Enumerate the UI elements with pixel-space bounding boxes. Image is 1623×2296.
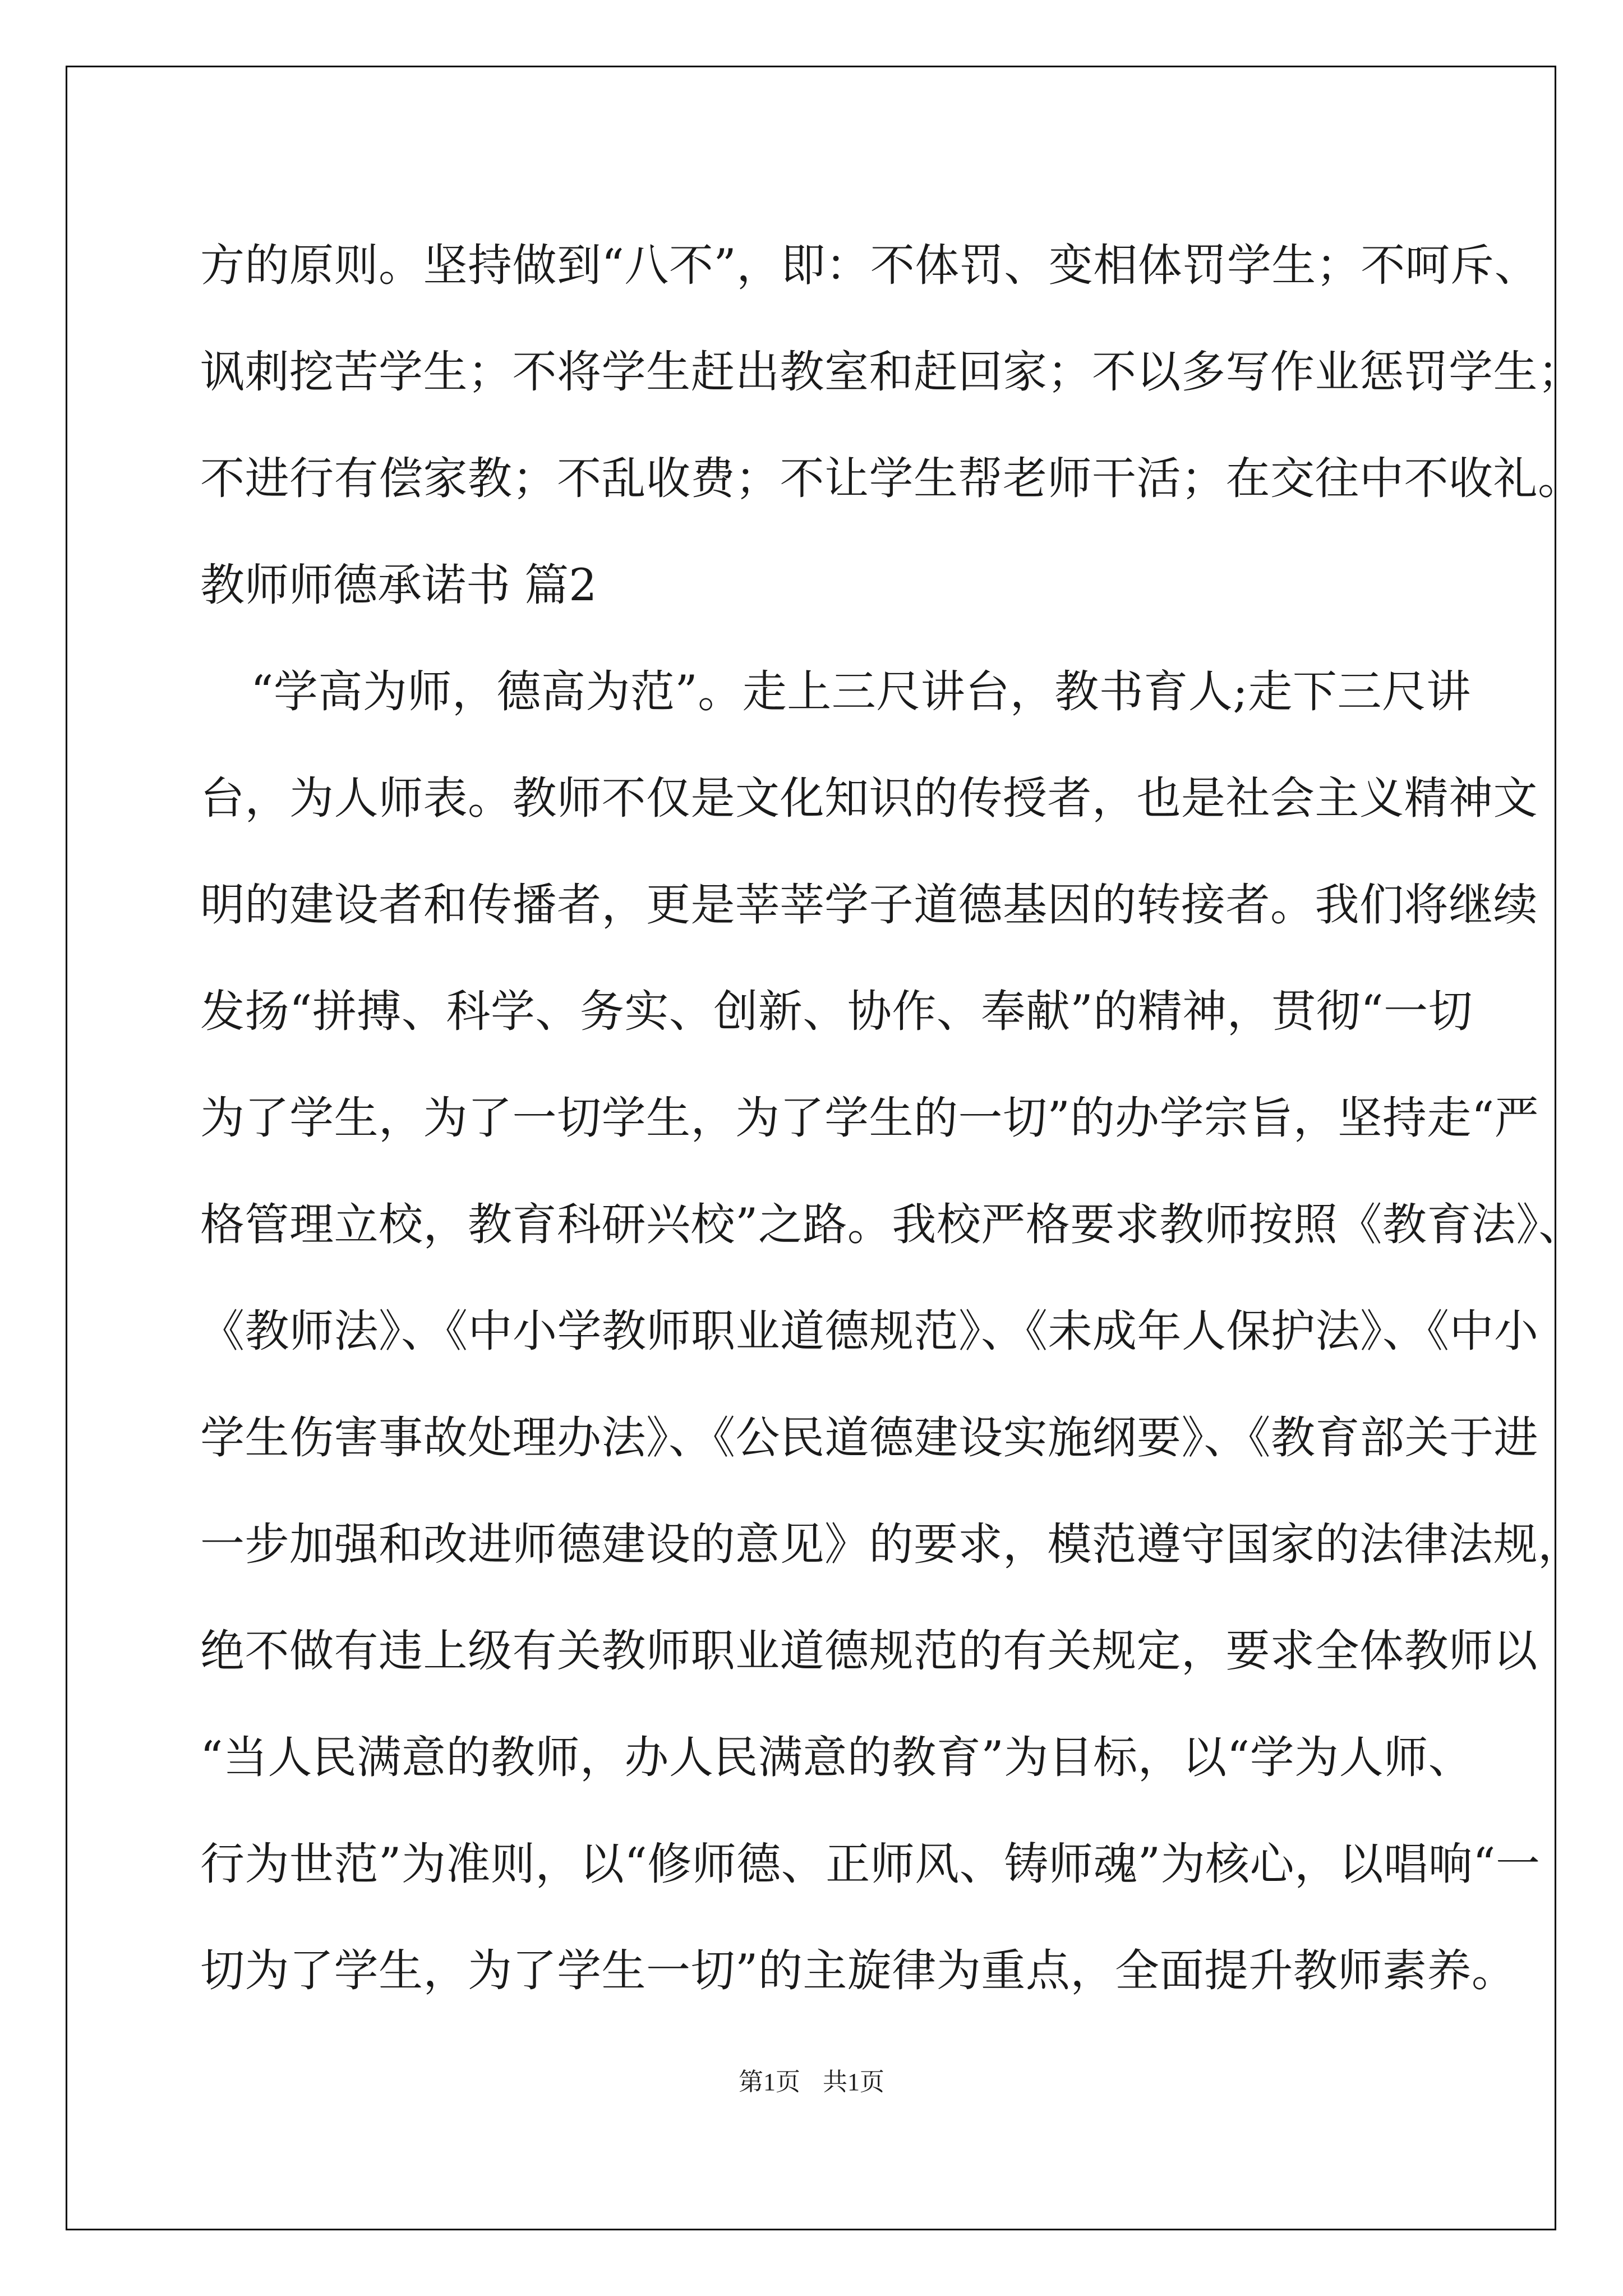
body-line: 为了学生，为了一切学生，为了学生的一切”的办学宗旨，坚持走“严 [200,1092,1539,1144]
body-line: 行为世范”为准则，以“修师德、正师风、铸师魂”为核心，以唱响“一 [200,1838,1541,1890]
body-line: 发扬“拼搏、科学、务实、创新、协作、奉献”的精神，贯彻“一切 [200,986,1473,1037]
page-number: 第1页 [739,2068,800,2096]
body-line: 不进行有偿家教；不乱收费；不让学生帮老师干活；在交往中不收礼。 [200,453,1583,504]
body-line: 方的原则。坚持做到“八不”，即：不体罚、变相体罚学生；不呵斥、 [200,240,1539,291]
body-line: 讽刺挖苦学生；不将学生赶出教室和赶回家；不以多写作业惩罚学生； [200,346,1583,398]
body-line: 一步加强和改进师德建设的意见》的要求，模范遵守国家的法律法规， [200,1519,1583,1570]
body-line: 明的建设者和传播者，更是莘莘学子道德基因的转接者。我们将继续 [200,879,1538,931]
section-heading: 教师师德承诺书 篇2 [200,559,597,611]
page-total: 共1页 [823,2068,884,2096]
page-footer [0,2062,1623,2097]
body-line: 学生伤害事故处理办法》、《公民道德建设实施纲要》、《教育部关于进 [200,1412,1538,1464]
paragraph-first-line: “学高为师，德高为范”。走上三尺讲台，教书育人;走下三尺讲 [251,666,1471,717]
body-line: “当人民满意的教师，办人民满意的教育”为目标，以“学为人师、 [200,1732,1473,1783]
body-line: 切为了学生，为了学生一切”的主旋律为重点，全面提升教师素养。 [200,1945,1516,1996]
document-body [200,212,1583,2024]
body-line: 《教师法》、《中小学教师职业道德规范》、《未成年人保护法》、《中小 [200,1305,1539,1357]
body-line: 格管理立校，教育科研兴校”之路。我校严格要求教师按照《教育法》、 [200,1199,1583,1250]
body-line: 台，为人师表。教师不仅是文化知识的传授者，也是社会主义精神文 [200,772,1538,824]
body-line: 绝不做有违上级有关教师职业道德规范的有关规定，要求全体教师以 [200,1625,1538,1677]
